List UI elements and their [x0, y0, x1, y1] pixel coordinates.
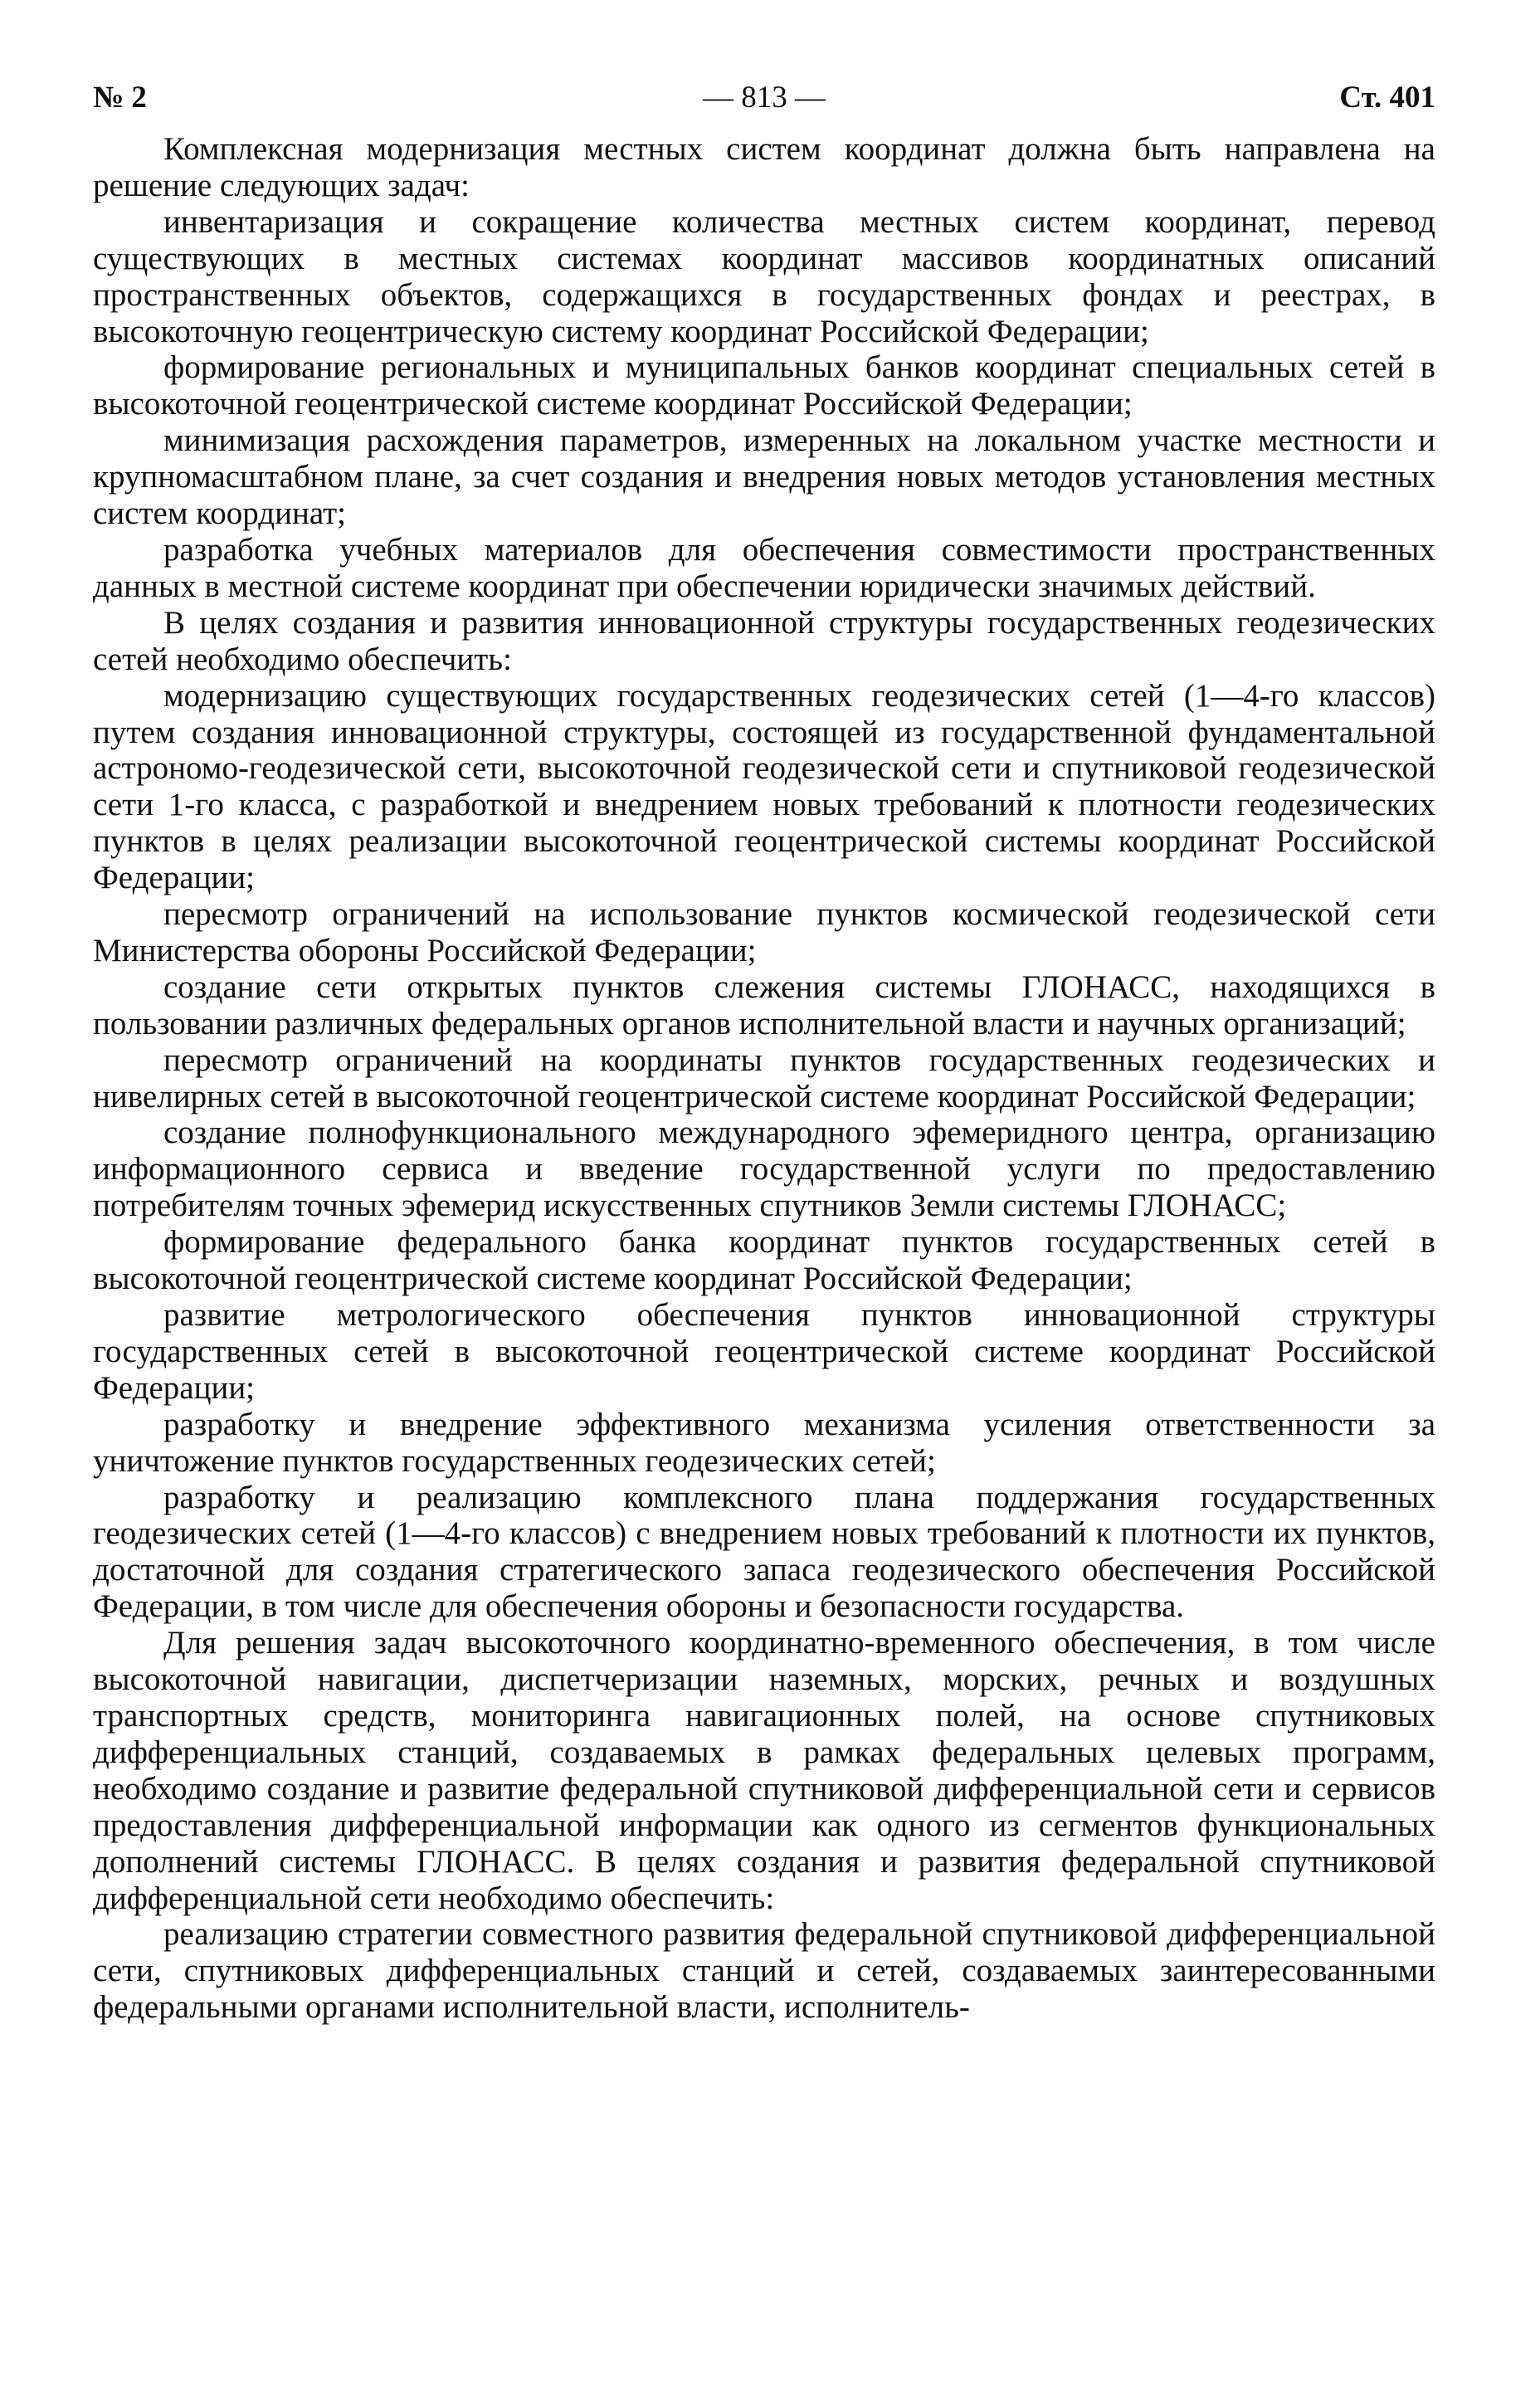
page-header — [93, 68, 1435, 128]
list-item: разработка учебных материалов для обеспечения совместимости пространственных данных в местной системе координат при обеспечении юридически значимых действий. — [93, 531, 1435, 604]
list-item: разработку и внедрение эффективного механизма усиления ответственности за уничтожение пунктов государственных геодезических сетей; — [93, 1406, 1435, 1479]
list-item: развитие метрологического обеспечения пунктов инновационной структуры государственных сетей в высокоточной геоцентрической системе координат Российской Федерации; — [93, 1297, 1435, 1406]
list-item: формирование федерального банка координат пунктов государственных сетей в высокоточной геоцентрической системе координат Российской Федерации; — [93, 1224, 1435, 1297]
paragraph-intro: Комплексная модернизация местных систем координат должна быть направлена на решение следующих задач: — [93, 131, 1435, 203]
article-number: Ст. 401 — [1339, 80, 1435, 115]
list-item: создание полнофункционального международного эфемеридного центра, организацию информационного сервиса и введение государственной услуги по предоставлению потребителям точных эфемерид искусственных спутников Земли системы ГЛОНАСС; — [93, 1115, 1435, 1224]
list-item: реализацию стратегии совместного развития федеральной спутниковой дифференциальной сети, спутниковых дифференциальных станций и сетей, создаваемых заинтересованными федеральными органами исполнительной власти, исполнитель- — [93, 1916, 1435, 2026]
list-item: модернизацию существующих государственных геодезических сетей (1—4-го классов) путем создания инновационной структуры, состоящей из государственной фундаментальной астрономо-геодезической сети, высокоточной геодезической сети и спутниковой геодезической сети 1-го класса, с разработкой и внедрением новых требований к плотности геодезических пунктов в целях реализации высокоточной геоцентрической системы координат Российской Федерации; — [93, 677, 1435, 896]
page-number: — 813 — — [703, 80, 826, 115]
document-page — [93, 68, 1435, 2026]
document-body — [93, 131, 1435, 2026]
issue-number: № 2 — [93, 80, 147, 115]
paragraph-intro: Для решения задач высокоточного координатно-временного обеспечения, в том числе высокоточной навигации, диспетчеризации наземных, морских, речных и воздушных транспортных средств, мониторинга навигационных полей, на основе спутниковых дифференциальных станций, создаваемых в рамках федеральных целевых программ, необходимо создание и развитие федеральной спутниковой дифференциальной сети и сервисов предоставления дифференциальной информации как одного из сегментов функциональных дополнений системы ГЛОНАСС. В целях создания и развития федеральной спутниковой дифференциальной сети необходимо обеспечить: — [93, 1625, 1435, 1916]
list-item: формирование региональных и муниципальных банков координат специальных сетей в высокоточной геоцентрической системе координат Российской Федерации; — [93, 349, 1435, 422]
list-item: инвентаризация и сокращение количества местных систем координат, перевод существующих в местных системах координат массивов координатных описаний пространственных объектов, содержащихся в государственных фондах и реестрах, в высокоточную геоцентрическую систему координат Российской Федерации; — [93, 203, 1435, 349]
list-item: пересмотр ограничений на использование пунктов космической геодезической сети Министерства обороны Российской Федерации; — [93, 896, 1435, 968]
list-item: создание сети открытых пунктов слежения системы ГЛОНАСС, находящихся в пользовании различных федеральных органов исполнительной власти и научных организаций; — [93, 968, 1435, 1041]
list-item: пересмотр ограничений на координаты пунктов государственных геодезических и нивелирных сетей в высокоточной геоцентрической системе координат Российской Федерации; — [93, 1041, 1435, 1115]
list-item: разработку и реализацию комплексного плана поддержания государственных геодезических сетей (1—4-го классов) с внедрением новых требований к плотности их пунктов, достаточной для создания стратегического запаса геодезического обеспечения Российской Федерации, в том числе для обеспечения обороны и безопасности государства. — [93, 1479, 1435, 1625]
paragraph-intro: В целях создания и развития инновационной структуры государственных геодезических сетей необходимо обеспечить: — [93, 604, 1435, 677]
list-item: минимизация расхождения параметров, измеренных на локальном участке местности и крупномасштабном плане, за счет создания и внедрения новых методов установления местных систем координат; — [93, 422, 1435, 532]
